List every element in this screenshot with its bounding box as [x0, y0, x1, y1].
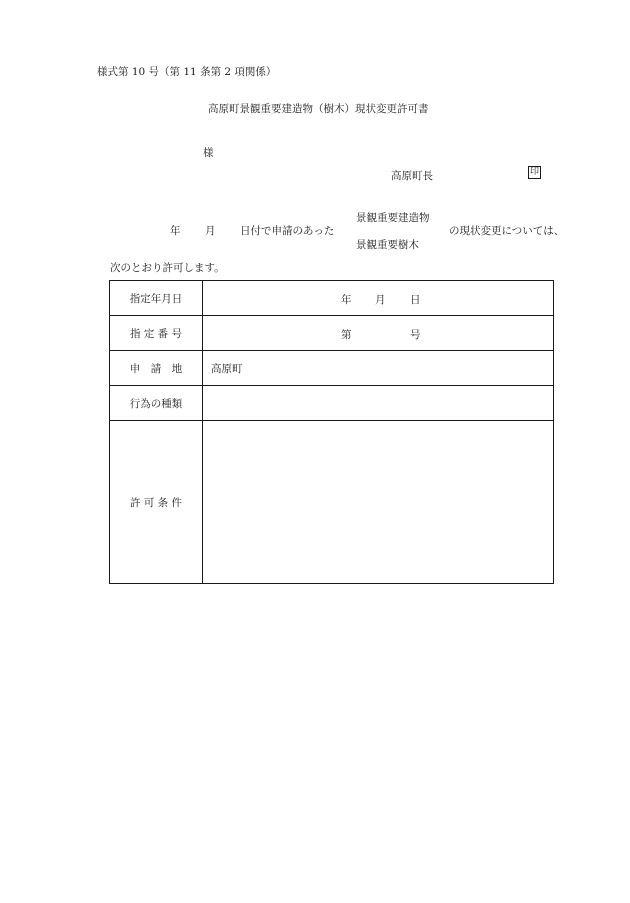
- label-permit-conditions: 許 可 条 件: [110, 421, 203, 584]
- table-row-application-site: [110, 351, 554, 386]
- document-title: 高原町景観重要建造物（樹木）現状変更許可書: [208, 103, 429, 115]
- table-row-action-type: [110, 386, 554, 421]
- issuer-name: 高原町長: [391, 170, 433, 182]
- label-designation-date: 指定年月日: [110, 281, 203, 316]
- body-day-application-text: 日付で申請のあった: [240, 225, 335, 237]
- body-permission-line: 次のとおり許可します。: [110, 262, 225, 274]
- designation-number-prefix: 第: [341, 329, 352, 341]
- body-suffix-text: の現状変更については、: [449, 225, 565, 237]
- designation-day-char: 日: [410, 294, 421, 306]
- option-landscape-tree: 景観重要樹木: [356, 239, 419, 251]
- form-number: 様式第 10 号（第 11 条第 2 項関係）: [97, 66, 277, 78]
- label-designation-number: 指 定 番 号: [110, 316, 203, 351]
- designation-year-char: 年: [341, 294, 352, 306]
- value-application-site[interactable]: 高原町: [203, 351, 554, 386]
- option-landscape-building: 景観重要建造物: [356, 212, 430, 224]
- addressee-suffix: 様: [203, 147, 214, 159]
- permit-table: [109, 280, 554, 584]
- seal-mark: 印: [529, 167, 539, 177]
- table-row-designation-date: [110, 281, 554, 316]
- table-row-designation-number: [110, 316, 554, 351]
- value-action-type[interactable]: [203, 386, 554, 421]
- value-designation-number[interactable]: [203, 316, 554, 351]
- value-designation-date[interactable]: [203, 281, 554, 316]
- body-year-label: 年: [170, 225, 181, 237]
- table-row-permit-conditions: [110, 421, 554, 584]
- label-application-site: 申 請 地: [110, 351, 203, 386]
- label-action-type: 行為の種類: [110, 386, 203, 421]
- value-permit-conditions[interactable]: [203, 421, 554, 584]
- designation-number-suffix: 号: [410, 329, 421, 341]
- designation-month-char: 月: [375, 294, 386, 306]
- body-month-label: 月: [205, 225, 216, 237]
